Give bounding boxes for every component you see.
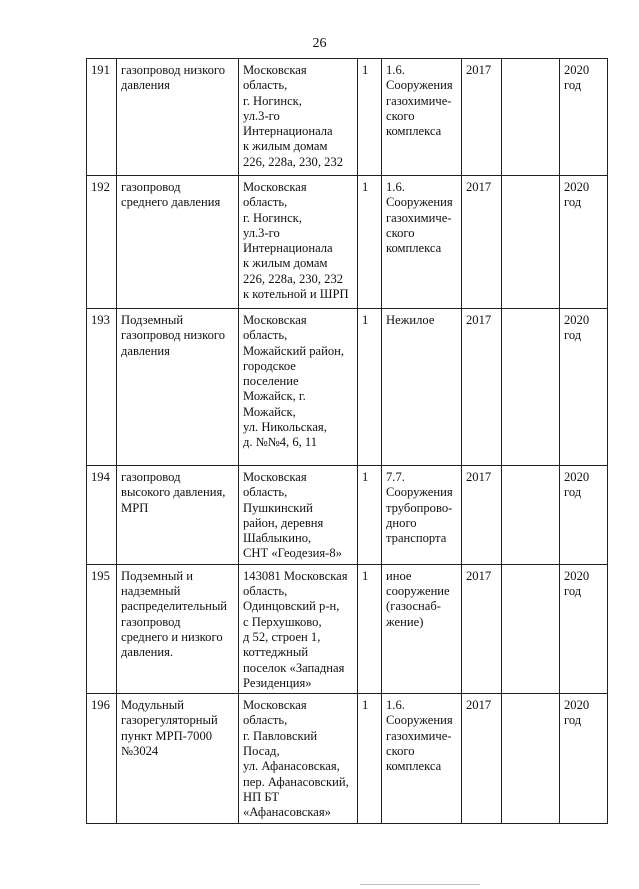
address-cell: Московская область, Пушкинский район, деревня Шаблыкино, СНТ «Геодезия-8» (239, 466, 358, 565)
year-cell: 2017 (462, 564, 502, 693)
table-row (87, 466, 608, 565)
year-cell: 2017 (462, 694, 502, 823)
year-cell: 2017 (462, 176, 502, 309)
empty-cell (502, 694, 560, 823)
row-number-cell: 193 (87, 309, 117, 466)
year-cell: 2017 (462, 59, 502, 176)
year-cell: 2017 (462, 309, 502, 466)
empty-cell (502, 564, 560, 693)
quantity-cell: 1 (358, 466, 382, 565)
row-number-cell: 195 (87, 564, 117, 693)
quantity-cell: 1 (358, 694, 382, 823)
address-cell: Московская область, г. Ногинск, ул.3-го Интернационала к жилым домам 226, 228а, 230, 232 (239, 59, 358, 176)
row-number-cell: 194 (87, 466, 117, 565)
object-name-cell: газопровод высокого давления, МРП (117, 466, 239, 565)
page-number: 26 (312, 36, 327, 51)
empty-cell (502, 466, 560, 565)
object-name-cell: Подземный газопровод низкого давления (117, 309, 239, 466)
category-cell: 1.6. Сооружения газохимиче- ского комплекса (382, 176, 462, 309)
address-cell: Московская область, г. Павловский Посад, ул. Афанасовская, пер. Афанасовский, НП БТ «Афанасовская» (239, 694, 358, 823)
object-name-cell: Модульный газорегуляторный пункт МРП-7000 №3024 (117, 694, 239, 823)
row-number-cell: 191 (87, 59, 117, 176)
category-cell: 1.6. Сооружения газохимиче- ского комплекса (382, 59, 462, 176)
table-row (87, 694, 608, 823)
category-cell: 7.7. Сооружения трубопрово- дного транспорта (382, 466, 462, 565)
empty-cell (502, 176, 560, 309)
quantity-cell: 1 (358, 176, 382, 309)
quantity-cell: 1 (358, 59, 382, 176)
term-cell: 2020 год (560, 466, 608, 565)
year-cell: 2017 (462, 466, 502, 565)
empty-cell (502, 59, 560, 176)
scan-artifact-line (360, 884, 480, 885)
empty-cell (502, 309, 560, 466)
category-cell: 1.6. Сооружения газохимиче- ского комплекса (382, 694, 462, 823)
quantity-cell: 1 (358, 309, 382, 466)
category-cell: Нежилое (382, 309, 462, 466)
address-cell: Московская область, Можайский район, городское поселение Можайск, г. Можайск, ул. Никольская, д. №№4, 6, 11 (239, 309, 358, 466)
term-cell: 2020 год (560, 309, 608, 466)
row-number-cell: 196 (87, 694, 117, 823)
address-cell: 143081 Московская область, Одинцовский р-н, с Перхушково, д 52, строен 1, коттеджный поселок «Западная Резиденция» (239, 564, 358, 693)
category-cell: иное сооружение (газоснаб- жение) (382, 564, 462, 693)
property-registry-table (86, 58, 608, 824)
object-name-cell: газопровод среднего давления (117, 176, 239, 309)
object-name-cell: газопровод низкого давления (117, 59, 239, 176)
table-row (87, 309, 608, 466)
term-cell: 2020 год (560, 564, 608, 693)
quantity-cell: 1 (358, 564, 382, 693)
term-cell: 2020 год (560, 59, 608, 176)
address-cell: Московская область, г. Ногинск, ул.3-го Интернационала к жилым домам 226, 228а, 230, 232 к котельной и ШРП (239, 176, 358, 309)
table-row (87, 176, 608, 309)
row-number-cell: 192 (87, 176, 117, 309)
object-name-cell: Подземный и надземный распределительный газопровод среднего и низкого давления. (117, 564, 239, 693)
term-cell: 2020 год (560, 694, 608, 823)
table-row (87, 564, 608, 693)
term-cell: 2020 год (560, 176, 608, 309)
table-row (87, 59, 608, 176)
